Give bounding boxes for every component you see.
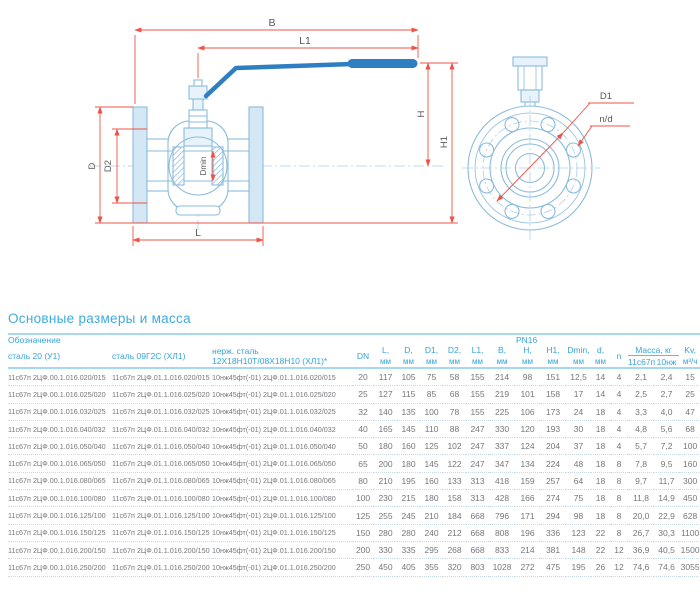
stem <box>193 98 203 110</box>
table-row <box>8 420 700 437</box>
value-cell: 133 <box>443 472 466 489</box>
value-cell: 257 <box>540 472 566 489</box>
col-header-d: D, мм <box>397 345 420 368</box>
value-cell: 26,7 <box>628 524 654 541</box>
value-cell: 195 <box>566 559 591 576</box>
table-row <box>8 403 700 420</box>
body-bottom-boss <box>176 206 220 215</box>
designation-cell: 11с67п 2ЦФ.01.1.016.020/015 <box>112 372 210 382</box>
dimensions-table-section <box>0 311 700 577</box>
value-cell: 74,6 <box>654 559 679 576</box>
value-cell: 22,9 <box>654 507 679 524</box>
col-header-pn16: PN16 <box>515 335 538 345</box>
value-cell: 9,5 <box>654 455 679 472</box>
value-cell: 47 <box>679 403 700 420</box>
value-cell: 1100 <box>679 524 700 541</box>
label-B: B <box>268 17 276 29</box>
value-cell: 180 <box>374 438 397 455</box>
value-cell: 195 <box>397 472 420 489</box>
designation-cell: 11с67п 2ЦФ.00.1.016.050/040 <box>8 438 112 455</box>
value-cell: 2,5 <box>628 386 654 403</box>
value-cell: 145 <box>420 455 443 472</box>
designation-cell: 11с67п 2ЦФ.01.1.016.250/200 <box>112 559 212 576</box>
value-cell: 125 <box>420 438 443 455</box>
value-cell: 106 <box>515 403 540 420</box>
value-cell: 3055 <box>679 559 700 576</box>
designation-cell: 11с67п 2ЦФ.01.1.016.100/080 <box>112 490 212 507</box>
value-cell: 165 <box>374 420 397 437</box>
value-cell: 14 <box>595 372 606 383</box>
value-cell: 405 <box>397 559 420 576</box>
value-cell: 50 <box>352 438 374 455</box>
table-row <box>8 368 700 386</box>
value-cell: 280 <box>397 524 420 541</box>
table-row <box>8 541 700 558</box>
col-header-designation: Обозначение <box>8 335 61 345</box>
table-row <box>8 490 700 507</box>
col-header-steel20: сталь 20 (У1) <box>8 345 112 368</box>
designation-cell: 11с67п 2ЦФ.00.1.016.200/150 <box>8 541 112 558</box>
value-cell: 166 <box>515 490 540 507</box>
value-cell: 247 <box>466 420 489 437</box>
value-cell: 255 <box>374 507 397 524</box>
designation-cell: 11с67п 2ЦФ.01.1.016.150/125 <box>112 524 212 541</box>
value-cell: 75 <box>566 490 591 507</box>
value-cell: 313 <box>466 490 489 507</box>
value-cell: 151 <box>545 372 561 383</box>
table-row <box>8 559 700 576</box>
value-cell: 8 <box>610 472 628 489</box>
value-cell: 180 <box>420 490 443 507</box>
value-cell: 5,7 <box>628 438 654 455</box>
designation-cell: 10нж45фт(-01) 2ЦФ.01.1.016.250/200 <box>212 559 352 576</box>
value-cell: 105 <box>401 372 416 383</box>
value-cell: 336 <box>540 524 566 541</box>
label-D: D <box>87 162 98 170</box>
value-cell: 11,8 <box>628 490 654 507</box>
designation-cell: 10нж45фт(-01) 2ЦФ.01.1.016.032/025 <box>212 403 352 420</box>
table-row <box>8 507 700 524</box>
designation-cell: 11с67п 2ЦФ.01.1.016.065/050 <box>112 455 212 472</box>
value-cell: 193 <box>540 420 566 437</box>
left-flange <box>133 107 147 223</box>
col-header-l1: L1, мм <box>466 345 489 368</box>
table-row <box>8 455 700 472</box>
value-cell: 68 <box>443 386 466 403</box>
col-header-b: B, мм <box>489 345 515 368</box>
value-cell: 347 <box>489 455 515 472</box>
label-nd: n/d <box>599 114 613 125</box>
value-cell: 2,4 <box>660 372 673 383</box>
value-cell: 124 <box>515 438 540 455</box>
value-cell: 450 <box>679 490 700 507</box>
value-cell: 37 <box>566 438 591 455</box>
stem-cap <box>194 80 202 86</box>
table-header <box>8 334 700 368</box>
value-cell: 75 <box>426 372 437 383</box>
value-cell: 210 <box>420 507 443 524</box>
value-cell: 36,9 <box>628 541 654 558</box>
value-cell: 120 <box>515 420 540 437</box>
col-header-mass-11s67p: 11с67п <box>628 356 656 367</box>
designation-cell: 11с67п 2ЦФ.00.1.016.040/032 <box>8 420 112 437</box>
designation-cell: 10нж45фт(-01) 2ЦФ.01.1.016.050/040 <box>212 438 352 455</box>
designation-cell: 10нж45фт(-01) 2ЦФ.01.1.016.080/065 <box>212 472 352 489</box>
value-cell: 173 <box>540 403 566 420</box>
designation-cell: 10нж45фт(-01) 2ЦФ.01.1.016.020/015 <box>212 372 336 382</box>
value-cell: 8 <box>610 507 628 524</box>
value-cell: 212 <box>443 524 466 541</box>
designation-cell: 11с67п 2ЦФ.00.1.016.032/025 <box>8 403 112 420</box>
value-cell: 224 <box>540 455 566 472</box>
value-cell: 150 <box>352 524 374 541</box>
designation-cell: 11с67п 2ЦФ.00.1.016.100/080 <box>8 490 112 507</box>
value-cell: 668 <box>466 541 489 558</box>
value-cell: 155 <box>466 386 489 403</box>
value-cell: 214 <box>494 372 510 383</box>
value-cell: 210 <box>374 472 397 489</box>
value-cell: 30,3 <box>654 524 679 541</box>
table-row <box>8 386 700 403</box>
handle-shaft <box>206 64 352 96</box>
value-cell: 40,5 <box>654 541 679 558</box>
value-cell: 225 <box>489 403 515 420</box>
value-cell: 2,7 <box>654 386 679 403</box>
value-cell: 134 <box>515 455 540 472</box>
value-cell: 155 <box>466 403 489 420</box>
value-cell: 803 <box>466 559 489 576</box>
value-cell: 4 <box>610 420 628 437</box>
value-cell: 320 <box>443 559 466 576</box>
value-cell: 8 <box>610 490 628 507</box>
designation-cell: 10нж45фт(-01) 2ЦФ.01.1.016.125/100 <box>212 507 352 524</box>
left-seat <box>173 147 184 185</box>
label-D1: D1 <box>599 91 613 102</box>
value-cell: 196 <box>515 524 540 541</box>
value-cell: 808 <box>489 524 515 541</box>
value-cell: 25 <box>679 386 700 403</box>
value-cell: 101 <box>515 386 540 403</box>
value-cell: 25 <box>352 386 374 403</box>
value-cell: 17 <box>566 386 591 403</box>
value-cell: 145 <box>397 420 420 437</box>
value-cell: 160 <box>420 472 443 489</box>
value-cell: 4 <box>616 372 622 383</box>
value-cell: 280 <box>374 524 397 541</box>
value-cell: 184 <box>443 507 466 524</box>
value-cell: 12 <box>610 541 628 558</box>
col-header-steel09g2s: сталь 09Г2С (ХЛ1) <box>112 345 212 368</box>
col-header-n: n <box>610 345 628 368</box>
col-header-kv: Kv, м³/ч <box>679 345 700 368</box>
designation-cell: 11с67п 2ЦФ.01.1.016.125/100 <box>112 507 212 524</box>
value-cell: 117 <box>378 372 393 383</box>
value-cell: 100 <box>679 438 700 455</box>
col-header-h: H, мм <box>515 345 540 368</box>
value-cell: 204 <box>540 438 566 455</box>
value-cell: 158 <box>540 386 566 403</box>
value-cell: 155 <box>470 372 485 383</box>
value-cell: 148 <box>566 541 591 558</box>
designation-cell: 11с67п 2ЦФ.01.1.016.025/020 <box>112 386 212 403</box>
value-cell: 20 <box>358 372 368 383</box>
value-cell: 428 <box>489 490 515 507</box>
value-cell: 668 <box>466 524 489 541</box>
value-cell: 135 <box>397 403 420 420</box>
table-row <box>8 472 700 489</box>
front-view <box>462 57 600 242</box>
value-cell: 180 <box>397 455 420 472</box>
designation-cell: 11с67п 2ЦФ.01.1.016.050/040 <box>112 438 212 455</box>
value-cell: 200 <box>352 541 374 558</box>
value-cell: 102 <box>443 438 466 455</box>
value-cell: 7,8 <box>628 455 654 472</box>
value-cell: 125 <box>352 507 374 524</box>
value-cell: 122 <box>443 455 466 472</box>
value-cell: 32 <box>352 403 374 420</box>
value-cell: 160 <box>397 438 420 455</box>
designation-cell: 11с67п 2ЦФ.01.1.016.032/025 <box>112 403 212 420</box>
value-cell: 833 <box>489 541 515 558</box>
value-cell: 85 <box>420 386 443 403</box>
value-cell: 7,2 <box>654 438 679 455</box>
value-cell: 475 <box>540 559 566 576</box>
value-cell: 78 <box>443 403 466 420</box>
col-header-d-bolt: d, мм <box>591 345 610 368</box>
value-cell: 18 <box>591 507 610 524</box>
value-cell: 219 <box>489 386 515 403</box>
value-cell: 74,6 <box>628 559 654 576</box>
value-cell: 18 <box>591 438 610 455</box>
designation-cell: 10нж45фт(-01) 2ЦФ.01.1.016.200/150 <box>212 541 352 558</box>
value-cell: 9,7 <box>628 472 654 489</box>
value-cell: 8 <box>610 524 628 541</box>
value-cell: 18 <box>591 472 610 489</box>
value-cell: 4 <box>610 403 628 420</box>
value-cell: 5,6 <box>654 420 679 437</box>
page-title: Основные размеры и масса <box>8 311 191 326</box>
value-cell: 100 <box>352 490 374 507</box>
value-cell: 18 <box>591 455 610 472</box>
designation-cell: 11с67п 2ЦФ.01.1.016.200/150 <box>112 541 212 558</box>
value-cell: 330 <box>489 420 515 437</box>
col-header-stainless: нерж. сталь 12Х18Н10Т/08Х18Н10 (ХЛ1)* <box>212 345 352 368</box>
value-cell: 4 <box>610 386 628 403</box>
value-cell: 20,0 <box>628 507 654 524</box>
value-cell: 240 <box>420 524 443 541</box>
designation-cell: 11с67п 2ЦФ.01.1.016.080/065 <box>112 472 212 489</box>
label-H1: H1 <box>439 135 450 149</box>
right-seat <box>212 147 223 185</box>
value-cell: 64 <box>566 472 591 489</box>
front-stem-plate <box>513 57 547 66</box>
col-header-mass: Масса, кг <box>628 345 679 356</box>
designation-cell: 11с67п 2ЦФ.00.1.016.065/050 <box>8 455 112 472</box>
value-cell: 14 <box>591 386 610 403</box>
table-body <box>8 368 700 576</box>
value-cell: 335 <box>397 541 420 558</box>
value-cell: 22 <box>591 524 610 541</box>
value-cell: 26 <box>591 559 610 576</box>
value-cell: 18 <box>591 490 610 507</box>
col-header-d1: D1, мм <box>420 345 443 368</box>
col-header-d2: D2, мм <box>443 345 466 368</box>
value-cell: 80 <box>352 472 374 489</box>
value-cell: 2,1 <box>635 372 647 383</box>
right-flange <box>249 107 263 223</box>
value-cell: 15 <box>685 372 695 383</box>
designation-cell: 11с67п 2ЦФ.00.1.016.020/015 <box>8 372 106 382</box>
value-cell: 330 <box>374 541 397 558</box>
label-H: H <box>416 110 427 118</box>
designation-cell: 11с67п 2ЦФ.01.1.016.040/032 <box>112 420 212 437</box>
value-cell: 98 <box>522 372 533 383</box>
value-cell: 1500 <box>679 541 700 558</box>
designation-cell: 10нж45фт(-01) 2ЦФ.01.1.016.040/032 <box>212 420 352 437</box>
designation-cell: 10нж45фт(-01) 2ЦФ.01.1.016.150/125 <box>212 524 352 541</box>
value-cell: 295 <box>420 541 443 558</box>
front-stem-column <box>518 66 542 90</box>
value-cell: 140 <box>374 403 397 420</box>
value-cell: 418 <box>489 472 515 489</box>
table-row <box>8 438 700 455</box>
designation-cell: 10нж45фт(-01) 2ЦФ.01.1.016.100/080 <box>212 490 352 507</box>
value-cell: 247 <box>466 438 489 455</box>
value-cell: 230 <box>374 490 397 507</box>
designation-cell: 11с67п 2ЦФ.00.1.016.080/065 <box>8 472 112 489</box>
value-cell: 668 <box>466 507 489 524</box>
value-cell: 88 <box>443 420 466 437</box>
value-cell: 18 <box>591 420 610 437</box>
value-cell: 4 <box>610 438 628 455</box>
value-cell: 250 <box>352 559 374 576</box>
value-cell: 115 <box>397 386 420 403</box>
value-cell: 24 <box>566 403 591 420</box>
value-cell: 4,0 <box>654 403 679 420</box>
value-cell: 247 <box>466 455 489 472</box>
value-cell: 381 <box>540 541 566 558</box>
value-cell: 628 <box>679 507 700 524</box>
value-cell: 796 <box>489 507 515 524</box>
value-cell: 18 <box>591 403 610 420</box>
value-cell: 160 <box>679 455 700 472</box>
value-cell: 1028 <box>489 559 515 576</box>
value-cell: 215 <box>397 490 420 507</box>
label-Dmin: Dmin <box>199 156 208 176</box>
value-cell: 98 <box>566 507 591 524</box>
value-cell: 30 <box>566 420 591 437</box>
value-cell: 450 <box>374 559 397 576</box>
value-cell: 159 <box>515 472 540 489</box>
value-cell: 40 <box>352 420 374 437</box>
gland <box>189 110 207 128</box>
value-cell: 268 <box>443 541 466 558</box>
label-L1: L1 <box>299 35 311 47</box>
value-cell: 4,8 <box>628 420 654 437</box>
designation-cell: 11с67п 2ЦФ.00.1.016.125/100 <box>8 507 112 524</box>
value-cell: 48 <box>566 455 591 472</box>
col-header-mass-10nzh: 10нж <box>654 356 679 368</box>
col-header-dmin: Dmin, мм <box>567 345 590 366</box>
value-cell: 3,3 <box>628 403 654 420</box>
value-cell: 200 <box>374 455 397 472</box>
value-cell: 14,9 <box>654 490 679 507</box>
value-cell: 214 <box>515 541 540 558</box>
value-cell: 8 <box>610 455 628 472</box>
value-cell: 100 <box>420 403 443 420</box>
label-D2: D2 <box>103 159 114 173</box>
value-cell: 171 <box>515 507 540 524</box>
value-cell: 110 <box>420 420 443 437</box>
table-row <box>8 524 700 541</box>
col-header-h1: H1, мм <box>540 345 566 368</box>
value-cell: 337 <box>489 438 515 455</box>
designation-cell: 11с67п 2ЦФ.00.1.016.250/200 <box>8 559 112 576</box>
designation-cell: 11с67п 2ЦФ.00.1.016.150/125 <box>8 524 112 541</box>
side-view <box>90 64 443 231</box>
designation-cell: 11с67п 2ЦФ.00.1.016.025/020 <box>8 386 112 403</box>
value-cell: 313 <box>466 472 489 489</box>
value-cell: 11,7 <box>654 472 679 489</box>
designation-cell: 10нж45фт(-01) 2ЦФ.01.1.016.025/020 <box>212 386 352 403</box>
value-cell: 127 <box>374 386 397 403</box>
col-header-l: L, мм <box>374 345 397 368</box>
value-cell: 272 <box>515 559 540 576</box>
value-cell: 158 <box>443 490 466 507</box>
value-cell: 12 <box>610 559 628 576</box>
value-cell: 58 <box>449 372 460 383</box>
value-cell: 355 <box>420 559 443 576</box>
value-cell: 300 <box>679 472 700 489</box>
value-cell: 123 <box>566 524 591 541</box>
designation-cell: 10нж45фт(-01) 2ЦФ.01.1.016.065/050 <box>212 455 352 472</box>
value-cell: 245 <box>397 507 420 524</box>
value-cell: 274 <box>540 490 566 507</box>
col-header-dn: DN <box>352 345 374 368</box>
value-cell: 68 <box>679 420 700 437</box>
label-L: L <box>195 227 201 239</box>
value-cell: 294 <box>540 507 566 524</box>
value-cell: 65 <box>352 455 374 472</box>
value-cell: 22 <box>591 541 610 558</box>
dimensions-table <box>8 333 700 577</box>
value-cell: 12,5 <box>570 372 587 383</box>
